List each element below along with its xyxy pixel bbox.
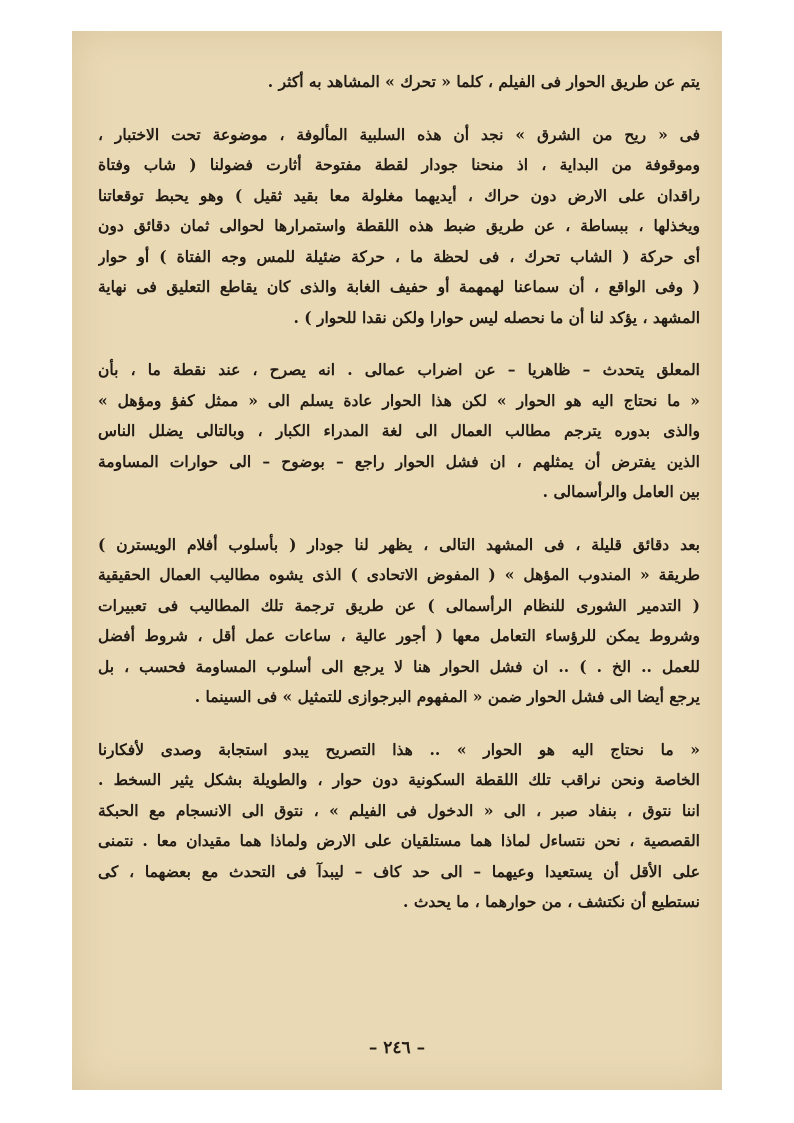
paragraph-2 [98,120,700,334]
paragraph-3-line-3: والذى بدوره يترجم مطالب العمال الى لغة المدراء الكبار ، وبالتالى يضلل الناس [98,421,700,440]
paragraph-4-line-6: يرجع أيضا الى فشل الحوار ضمن « المفهوم البرجوازى للتمثيل » فى السينما . [194,687,700,706]
paragraph-2-line-1: فى « ريح من الشرق » نجد أن هذه السلبية المألوفة ، موضوعة تحت الاختبار ، [98,124,700,144]
paragraph-5-line-1: « ما نحتاج اليه هو الحوار » .. هذا التصريح يبدو استجابة وصدى لأفكارنا [98,739,700,759]
paragraph-5-line-6: نستطيع أن نكتشف ، من حوارهما ، ما يحدث . [403,892,700,911]
paragraph-2-line-6: ( وفى الواقع ، أن سماعنا لهمهمة أو حفيف الغابة والذى كان يقاطع التعليق فى نهاية [98,277,700,296]
paragraph-1-line-1: يتم عن طريق الحوار فى الفيلم ، كلما « تحرك » المشاهد به أكثر . [267,72,700,91]
paragraph-3-line-5: بين العامل والرأسمالى . [542,482,700,501]
page-number: – ٢٤٦ – [368,1038,426,1058]
book-page [72,31,722,1090]
paragraph-2-line-2: وموقوفة من البداية ، اذ منحنا جودار لقطة مفتوحة أثارت فضولنا ( شاب وفتاة [98,155,700,174]
page-body-text [98,67,700,918]
paragraph-5-line-3: اننا نتوق ، بنفاد صبر ، الى « الدخول فى الفيلم » ، نتوق الى الانسجام مع الحبكة [98,800,700,820]
paragraph-3-line-2: « ما نحتاج اليه هو الحوار » لكن هذا الحوار عادة يسلم الى « ممثل كفؤ ومؤهل » [98,390,700,410]
paragraph-2-line-7: المشهد ، يؤكد لنا أن ما نحصله ليس حوارا ولكن نقدا للحوار ) . [293,307,700,327]
paragraph-4-line-5: للعمل .. الخ . ) .. ان فشل الحوار هنا لا يرجع الى أسلوب المساومة فحسب ، بل [98,656,700,676]
paragraph-4-line-1: بعد دقائق قليلة ، فى المشهد التالى ، يظهر لنا جودار ( بأسلوب أفلام الويسترن ) [98,534,700,554]
paragraph-3-line-4: الذين يفترض أن يمثلهم ، ان فشل الحوار راجع – بوضوح – الى حوارات المساومة [98,451,700,471]
paragraph-5-line-2: الخاصة ونحن نراقب تلك اللقطة السكونية دون حوار ، والطويلة بشكل يثير السخط . [98,770,700,789]
paragraph-4-line-4: وشروط يمكن للرؤساء التعامل معها ( أجور عالية ، ساعات عمل أقل ، شروط أفضل [98,626,700,645]
paragraph-4-line-3: ( التدمير الشورى للنظام الرأسمالى ) عن طريق ترجمة تلك المطاليب فى تعبيرات [98,595,700,615]
paragraph-1 [98,67,700,98]
paragraph-4 [98,530,700,713]
paragraph-3 [98,355,700,508]
paragraph-5-line-5: على الأقل أن يستعيدا وعيهما – الى حد كاف – ليبدآ فى التحدث مع بعضهما ، كى [98,861,700,881]
paragraph-2-line-5: أى حركة ( الشاب تحرك ، فى لحظة ما ، حركة ضئيلة للمس وجه الفتاة ) أو حوار [98,246,700,266]
paragraph-5 [98,735,700,918]
paragraph-2-line-4: ويخذلها ، ببساطة ، عن طريق ضبط هذه اللقطة واستمرارها لحوالى ثمان دقائق دون [98,216,700,235]
paragraph-3-line-1: المعلق يتحدث – ظاهريا – عن اضراب عمالى . انه يصرح ، عند نقطة ما ، بأن [98,360,700,379]
paragraph-2-line-3: راقدان على الارض دون حراك ، أيديهما مغلولة معا بقيد ثقيل ) وهو يحبط توقعاتنا [98,185,700,205]
paragraph-5-line-4: القصصية ، نحن نتساءل لماذا هما مستلقيان على الارض ولماذا هما مقيدان معا . نتمنى [98,831,700,850]
paragraph-4-line-2: طريقة « المندوب المؤهل » ( المفوض الاتحادى ) الذى يشوه مطاليب العمال الحقيقية [98,565,700,584]
